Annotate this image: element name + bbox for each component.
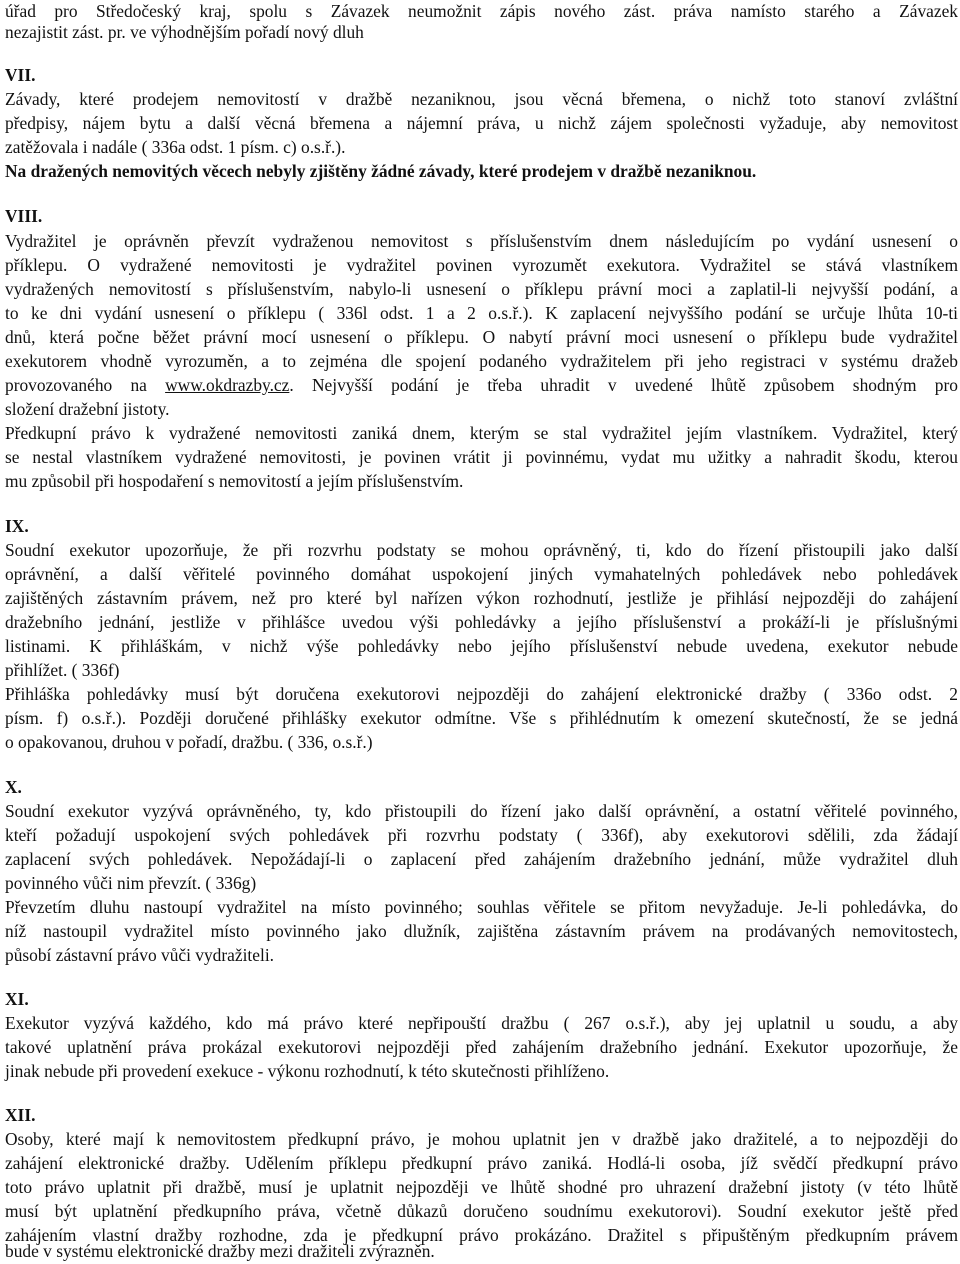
section-xii-line-3: toto právo uplatnit při dražbě, musí je uplatnit nejpozději ve lhůtě shodné pro uhrazení dražební jistoty (v této lhůtě	[5, 1177, 958, 1197]
section-x-line-5: Převzetím dluhu nastoupí vydražitel na místo povinného; souhlas věřitele se přitom nevyžaduje. Je-li pohledávka, do	[5, 897, 958, 917]
section-vii-bold-statement: Na dražených nemovitých věcech nebyly zjištěny žádné závady, které prodejem v dražbě nezaniknou.	[5, 161, 757, 181]
section-viii-line-7	[5, 374, 958, 397]
section-viii-line-3: vydražených nemovitostí s příslušenstvím, nabylo-li usnesení o příklepu právní moci a zaplatil-li nejvyšší podání, a	[5, 279, 958, 299]
section-ix-line-2: oprávnění, a další věřitelé povinného domáhat uspokojení jiných vymahatelných pohledávek nebo pohledávek	[5, 564, 958, 584]
section-vii-line-2: předpisy, nájem bytu a další věcná břemena a nájemní práva, u nichž zájem společnosti vyžaduje, aby nemovitost	[5, 113, 958, 133]
okdrazby-link[interactable]: www.okdrazby.cz	[165, 375, 290, 395]
section-xi-line-3: jinak nebude při provedení exekuce - výkonu rozhodnutí, k této skutečnosti přihlíženo.	[5, 1061, 610, 1081]
section-viii-line-4: to ke dni vydání usnesení o příklepu ( 336l odst. 1 a 2 o.s.ř.). K zaplacení nejvyššího podání se určuje lhůta 10-ti	[5, 303, 958, 323]
section-xii-line-2: zahájení elektronické dražby. Udělením příklepu předkupní právo zaniká. Hodlá-li osoba, jíž svědčí předkupní právo	[5, 1153, 958, 1173]
section-vii-line-1: Závady, které prodejem nemovitostí v dražbě nezaniknou, jsou věcná břemena, o nichž toto stanoví zvláštní	[5, 89, 958, 109]
section-ix-line-9: o opakovanou, druhou v pořadí, dražbu. ( 336, o.s.ř.)	[5, 732, 373, 752]
section-vii-line-3: zatěžovala i nadále ( 336a odst. 1 písm. c) o.s.ř.).	[5, 137, 346, 157]
intro-line-1: úřad pro Středočeský kraj, spolu s Závazek neumožnit zápis nového zást. práva namísto starého a Závazek	[5, 1, 958, 21]
section-viii-line-5: dnů, která počne běžet právní mocí usnesení o příklepu. O nabytí právní moci usnesení o příklepu bude vydražitel	[5, 327, 958, 347]
section-ix-line-7: Přihláška pohledávky musí být doručena exekutorovi nejpozději do zahájení elektronické dražby ( 336o odst. 2	[5, 684, 958, 704]
section-viii-line-10: se nestal vlastníkem vydražené nemovitosti, je povinen vrátit ji povinnému, vydat mu užitky a nahradit škodu, kterou	[5, 447, 958, 467]
section-xii-line-6: bude v systému elektronické dražby mezi dražiteli zvýrazněn.	[5, 1241, 435, 1261]
line-7-text-after: . Nejvyšší podání je třeba uhradit v uvedené lhůtě způsobem shodným pro	[289, 375, 958, 395]
section-viii-line-1: Vydražitel je oprávněn převzít vydraženou nemovitost s příslušenstvím dnem následujícím po vydání usnesení o	[5, 231, 958, 251]
section-ix-line-6: přihlížet. ( 336f)	[5, 660, 120, 680]
section-ix-line-3: zajištěných zástavním právem, než pro které byl nařízen výkon rozhodnutí, jestliže je přihlásí nejpozději do zahájení	[5, 588, 958, 608]
section-viii-line-11: mu způsobil při hospodaření s nemovitostí a jejím příslušenstvím.	[5, 471, 464, 491]
section-heading-xi: XI.	[5, 989, 29, 1009]
section-ix-line-8: písm. f) o.s.ř.). Později doručené přihlášky exekutor odmítne. Vše s přihlédnutím k omezení skutečností, že se jedná	[5, 708, 958, 728]
section-ix-line-5: listinami. K přihláškám, v nichž výše pohledávky nebo jejího příslušenství nebude uvedena, exekutor nebude	[5, 636, 958, 656]
section-heading-xii: XII.	[5, 1105, 36, 1125]
section-viii-line-8: složení dražební jistoty.	[5, 399, 170, 419]
section-heading-ix: IX.	[5, 516, 29, 536]
section-x-line-4: povinného vůči nim převzít. ( 336g)	[5, 873, 257, 893]
section-xii-line-1: Osoby, které mají k nemovitostem předkupní právo, je mohou uplatnit jen v dražbě jako dražitelé, a to nejpozději do	[5, 1129, 958, 1149]
section-x-line-6: níž nastoupil vydražitel místo povinného jako dlužník, zajištěna zástavním právem na prodávaných nemovitostech,	[5, 921, 958, 941]
section-xii-line-4: musí být uplatnění předkupního práva, včetně důkazů doručeno soudnímu exekutorovi). Soudní exekutor ještě před	[5, 1201, 958, 1221]
section-x-line-1: Soudní exekutor vyzývá oprávněného, ty, kdo přistoupili do řízení jako další oprávnění, a ostatní věřitelé povinného,	[5, 801, 958, 821]
section-heading-viii: VIII.	[5, 206, 43, 226]
section-xi-line-2: takové uplatnění práva prokázal exekutorovi nejpozději před zahájením dražebního jednání. Exekutor upozorňuje, že	[5, 1037, 958, 1057]
section-x-line-2: kteří požadují uspokojení svých pohledávek při rozvrhu podstaty ( 336f), aby exekutorovi sdělili, zda žádají	[5, 825, 958, 845]
section-viii-line-2: příklepu. O vydražené nemovitosti je vydražitel povinen vyrozumět exekutora. Vydražitel se stává vlastníkem	[5, 255, 958, 275]
section-heading-vii: VII.	[5, 65, 36, 85]
section-ix-line-4: dražebního jednání, jestliže v přihlášce uvedou výši pohledávky a jejího příslušenství a prokáží-li je příslušnými	[5, 612, 958, 632]
section-viii-line-9: Předkupní právo k vydražené nemovitosti zaniká dnem, kterým se stal vydražitel jejím vlastníkem. Vydražitel, který	[5, 423, 958, 443]
section-viii-line-6: exekutorem vhodně vyrozuměn, a to zejména dle spojení podaného vydražitelem při jeho registraci v systému dražeb	[5, 351, 958, 371]
section-x-line-7: působí zástavní právo vůči vydražiteli.	[5, 945, 274, 965]
section-ix-line-1: Soudní exekutor upozorňuje, že při rozvrhu podstaty se mohou oprávněný, ti, kdo do řízení přistoupili jako další	[5, 540, 958, 560]
section-xii-line-5: zahájením vlastní dražby rozhodne, zda je předkupní právo prokázáno. Dražitel s připuštěným předkupním právem	[5, 1225, 958, 1245]
section-x-line-3: zaplacení svých pohledávek. Nepožádají-li o zaplacení před zahájením dražebního jednání, může vydražitel dluh	[5, 849, 958, 869]
intro-line-2: nezajistit zást. pr. ve výhodnějším pořadí nový dluh	[5, 22, 364, 42]
section-xi-line-1: Exekutor vyzývá každého, kdo má právo které nepřipouští dražbu ( 267 o.s.ř.), aby jej uplatnil u soudu, a aby	[5, 1013, 958, 1033]
section-heading-x: X.	[5, 777, 22, 797]
line-7-text-before: provozovaného na	[5, 375, 166, 395]
